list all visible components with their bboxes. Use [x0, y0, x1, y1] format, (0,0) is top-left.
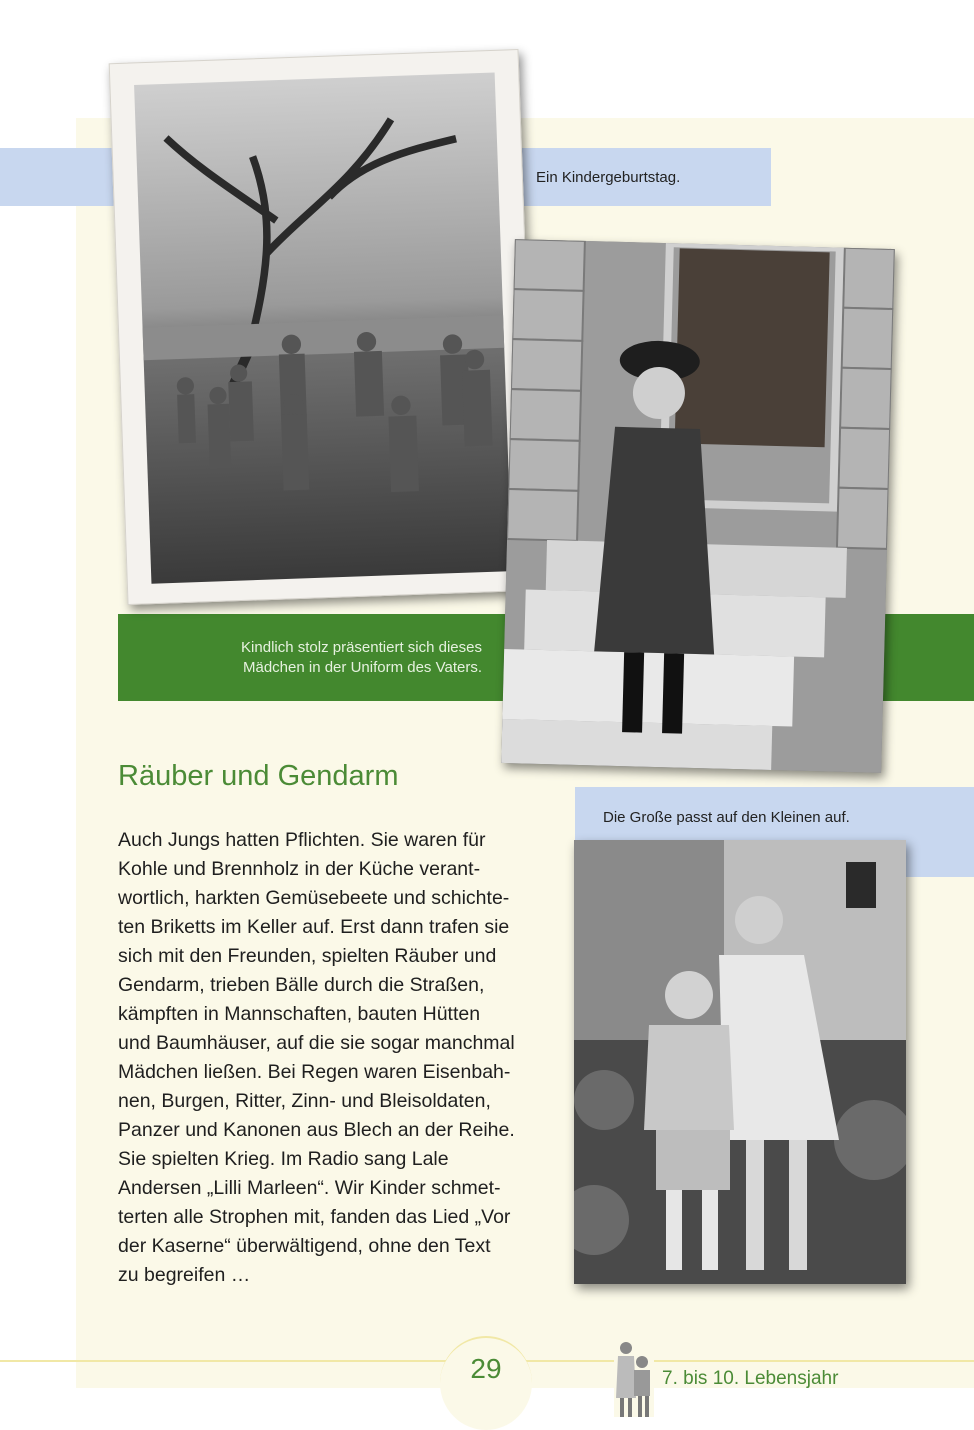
body-line: ten Briketts im Keller auf. Erst dann trafen sie — [118, 916, 510, 938]
footer-thumbnail-image — [614, 1338, 654, 1417]
body-line: und Baumhäuser, auf die sie sogar manchmal — [118, 1032, 515, 1054]
body-line: Gendarm, trieben Bälle durch die Straßen, — [118, 974, 485, 996]
caption-siblings: Die Große passt auf den Kleinen auf. — [603, 809, 850, 826]
body-line: terten alle Strophen mit, fanden das Lied „Vor — [118, 1206, 511, 1228]
footer-thumbnail-photo — [614, 1338, 654, 1417]
birthday-photo-image — [110, 50, 537, 604]
uniform-photo — [501, 239, 895, 773]
body-line: sich mit den Freunden, spielten Räuber und — [118, 945, 497, 967]
siblings-photo-image — [574, 840, 906, 1284]
caption-uniform-line1: Kindlich stolz präsentiert sich dieses — [241, 639, 482, 656]
body-line: Sie spielten Krieg. Im Radio sang Lale — [118, 1148, 449, 1170]
uniform-photo-image — [501, 239, 895, 773]
article-heading: Räuber und Gendarm — [118, 760, 399, 792]
body-line: der Kaserne“ überwältigend, ohne den Text — [118, 1235, 491, 1257]
body-line: Panzer und Kanonen aus Blech an der Reihe. — [118, 1119, 515, 1141]
body-line: wortlich, harkten Gemüsebeete und schichte- — [118, 887, 510, 909]
caption-uniform — [160, 638, 482, 678]
body-line: nen, Burgen, Ritter, Zinn- und Bleisoldaten, — [118, 1090, 491, 1112]
caption-uniform-line2: Mädchen in der Uniform des Vaters. — [243, 659, 482, 676]
body-line: Auch Jungs hatten Pflichten. Sie waren für — [118, 829, 486, 851]
body-line: Andersen „Lilli Marleen“. Wir Kinder schmet- — [118, 1177, 501, 1199]
page-number: 29 — [470, 1353, 502, 1384]
body-line: Kohle und Brennholz in der Küche verant- — [118, 858, 481, 880]
body-line: Mädchen ließen. Bei Regen waren Eisenbah- — [118, 1061, 511, 1083]
siblings-photo — [574, 840, 906, 1284]
body-line: kämpften in Mannschaften, bauten Hütten — [118, 1003, 481, 1025]
article-body — [118, 826, 548, 1290]
caption-birthday: Ein Kindergeburtstag. — [536, 169, 681, 186]
birthday-photo — [109, 49, 538, 605]
body-line: zu begreifen … — [118, 1264, 251, 1286]
section-label: 7. bis 10. Lebensjahr — [662, 1368, 839, 1389]
